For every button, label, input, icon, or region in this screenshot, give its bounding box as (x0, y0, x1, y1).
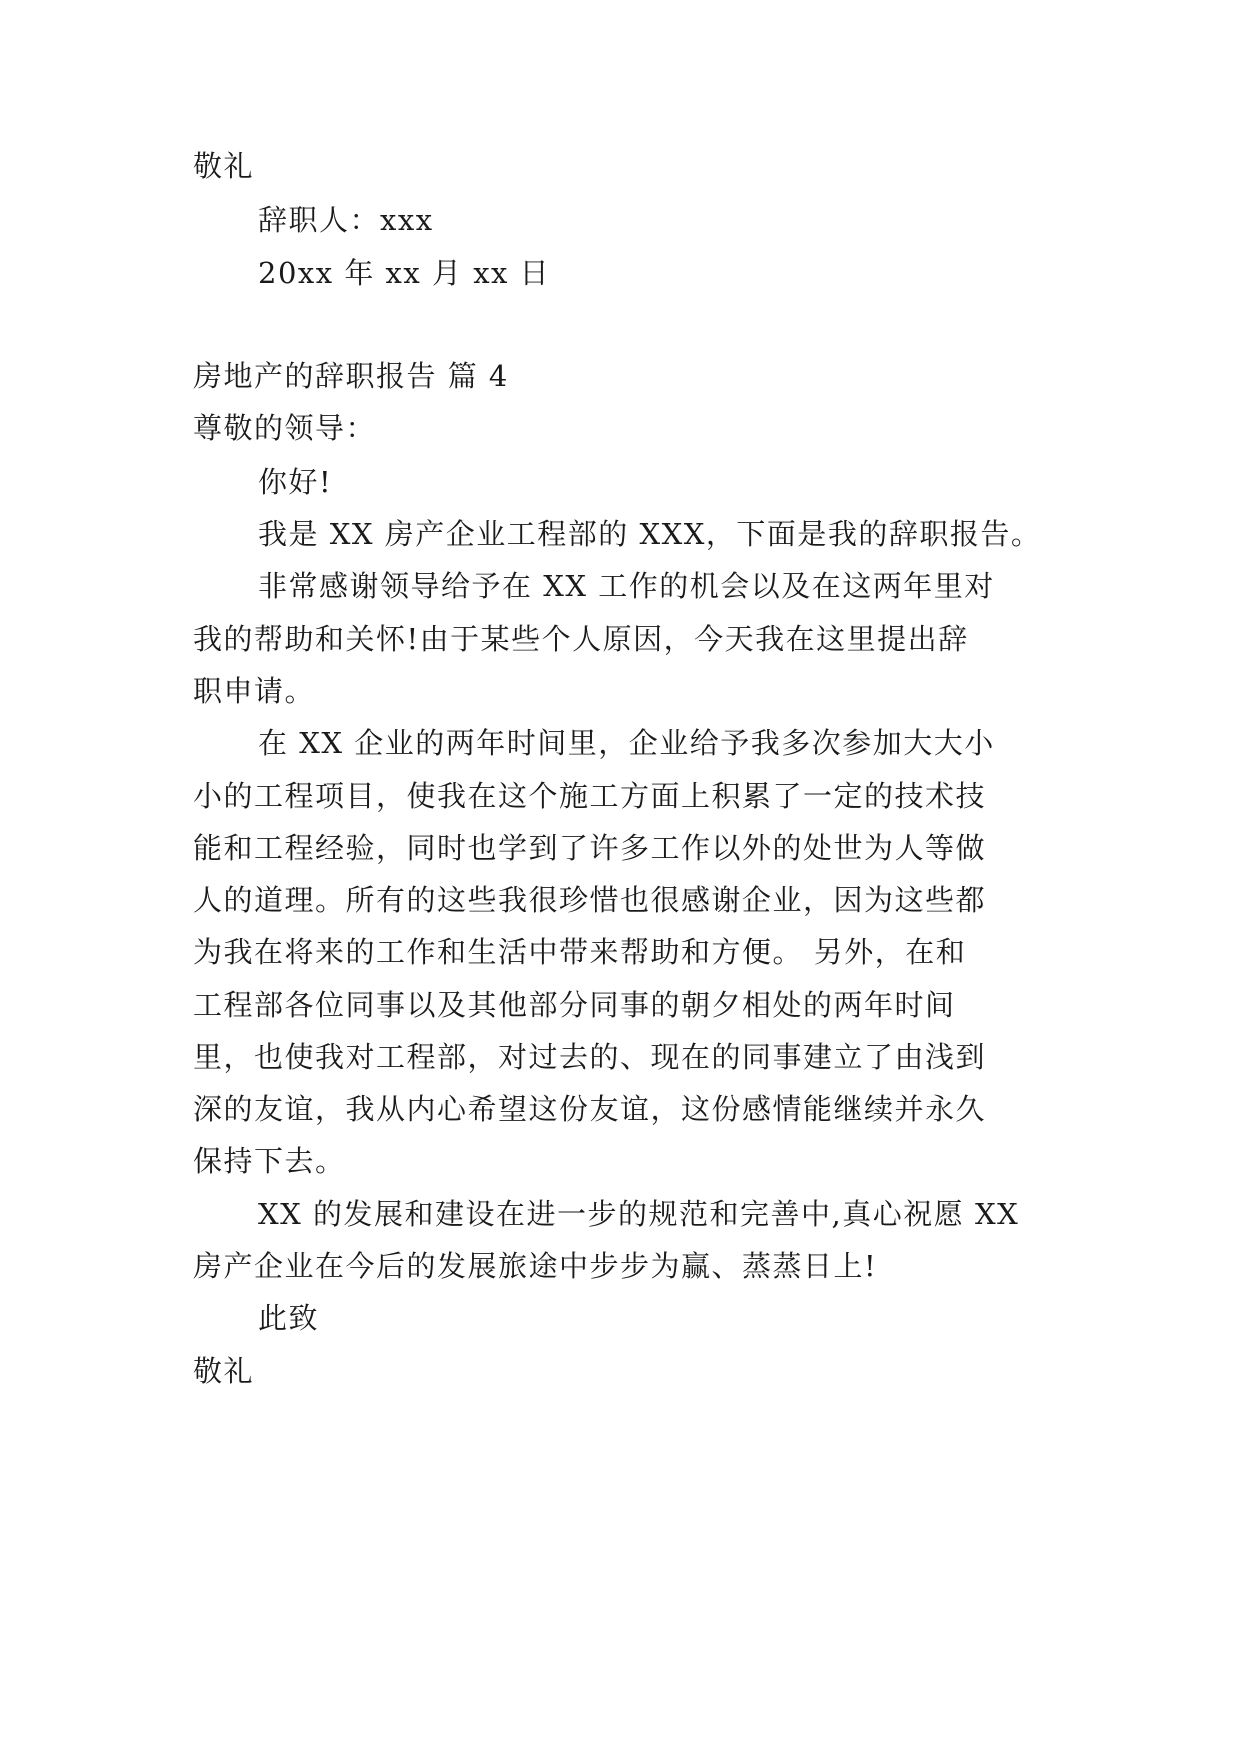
paragraph-line: 工程部各位同事以及其他部分同事的朝夕相处的两年时间 (193, 988, 956, 1022)
paragraph-line: XX 的发展和建设在进一步的规范和完善中,真心祝愿 XX (258, 1197, 1020, 1231)
closing-phrase: 此致 (258, 1301, 320, 1335)
salute-top: 敬礼 (193, 149, 255, 183)
greeting: 你好! (258, 465, 333, 499)
salute-bottom: 敬礼 (193, 1354, 255, 1388)
section-title: 房地产的辞职报告 篇 4 (193, 359, 509, 393)
paragraph-line: 人的道理。所有的这些我很珍惜也很感谢企业，因为这些都 (193, 883, 987, 917)
signer-line: 辞职人：xxx (258, 203, 434, 237)
addressee: 尊敬的领导： (193, 411, 377, 445)
paragraph-line: 房产企业在今后的发展旅途中步步为赢、蒸蒸日上! (193, 1249, 878, 1283)
date-line: 20xx 年 xx 月 xx 日 (258, 256, 551, 290)
paragraph-line: 非常感谢领导给予在 XX 工作的机会以及在这两年里对 (258, 569, 995, 603)
paragraph-line: 在 XX 企业的两年时间里，企业给予我多次参加大大小 (258, 726, 995, 760)
paragraph-line: 能和工程经验，同时也学到了许多工作以外的处世为人等做 (193, 831, 987, 865)
paragraph-line: 为我在将来的工作和生活中带来帮助和方便。 另外，在和 (193, 935, 967, 969)
paragraph-line: 我的帮助和关怀!由于某些个人原因，今天我在这里提出辞 (193, 622, 969, 656)
paragraph-line: 职申请。 (193, 674, 316, 708)
paragraph-line: 里，也使我对工程部，对过去的、现在的同事建立了由浅到 (193, 1040, 987, 1074)
paragraph-line: 小的工程项目，使我在这个施工方面上积累了一定的技术技 (193, 779, 987, 813)
paragraph-line: 深的友谊，我从内心希望这份友谊，这份感情能继续并永久 (193, 1092, 987, 1126)
paragraph-line: 我是 XX 房产企业工程部的 XXX，下面是我的辞职报告。 (258, 517, 1042, 551)
paragraph-line: 保持下去。 (193, 1144, 346, 1178)
